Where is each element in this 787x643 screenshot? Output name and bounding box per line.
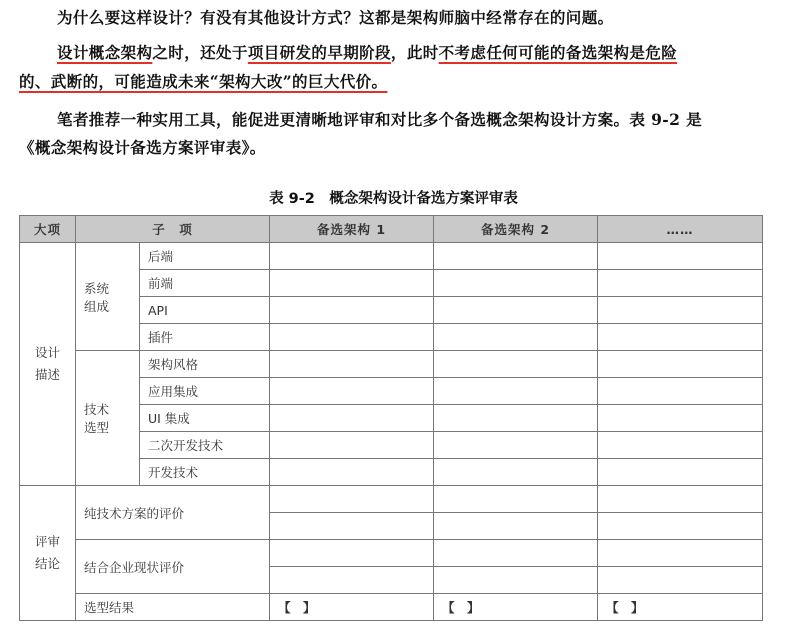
header-alt2: 备选架构 2 bbox=[434, 216, 598, 243]
sub-item: 后端 bbox=[140, 243, 270, 270]
sub-item: 开发技术 bbox=[140, 459, 270, 486]
cell-alt1 bbox=[270, 486, 434, 513]
text-fragment: ，此时 bbox=[390, 43, 439, 62]
table-caption: 表 9-2 概念架构设计备选方案评审表 bbox=[269, 191, 518, 207]
paragraph-concept-line1 bbox=[57, 41, 677, 63]
cell-alt2 bbox=[434, 297, 598, 324]
paragraph-recommend-line1: 笔者推荐一种实用工具，能促进更清晰地评审和对比多个备选概念架构设计方案。表 9-2 是 bbox=[57, 110, 702, 129]
header-more: …… bbox=[598, 216, 763, 243]
cell-more bbox=[598, 513, 763, 540]
cell-alt1 bbox=[270, 351, 434, 378]
cell-more bbox=[598, 486, 763, 513]
header-sub: 子 项 bbox=[76, 216, 270, 243]
cell-more bbox=[598, 378, 763, 405]
table-row bbox=[20, 486, 763, 513]
label-line: 选型 bbox=[84, 420, 110, 435]
cell-more bbox=[598, 243, 763, 270]
label-line: 系统 bbox=[84, 280, 110, 296]
table-row bbox=[20, 243, 763, 270]
underline-risk-warning-cont: 的、武断的，可能造成未来“架构大改”的巨大代价。 bbox=[19, 72, 388, 91]
paragraph-recommend-line2: 《概念架构设计备选方案评审表》。 bbox=[19, 138, 266, 157]
selection-result-more: 【 】 bbox=[598, 594, 763, 621]
table-row bbox=[20, 594, 763, 621]
cell-alt2 bbox=[434, 405, 598, 432]
cell-alt2 bbox=[434, 432, 598, 459]
sub-item: 前端 bbox=[140, 270, 270, 297]
cell-more bbox=[598, 459, 763, 486]
cell-more bbox=[598, 540, 763, 567]
selection-result-label: 选型结果 bbox=[76, 594, 270, 621]
cell-alt1 bbox=[270, 297, 434, 324]
cell-alt2 bbox=[434, 513, 598, 540]
cell-alt1 bbox=[270, 378, 434, 405]
enterprise-eval-label: 结合企业现状评价 bbox=[76, 540, 270, 594]
cell-alt1 bbox=[270, 270, 434, 297]
cell-alt2 bbox=[434, 270, 598, 297]
label-line: 设计 bbox=[34, 345, 60, 360]
cell-alt2 bbox=[434, 378, 598, 405]
cell-more bbox=[598, 432, 763, 459]
selection-result-alt2: 【 】 bbox=[434, 594, 598, 621]
table-header-row bbox=[20, 216, 763, 243]
review-conclusion-label bbox=[20, 486, 76, 621]
tech-selection-label bbox=[76, 351, 140, 486]
label-line: 评审 bbox=[34, 534, 60, 549]
cell-more bbox=[598, 351, 763, 378]
sub-item: 插件 bbox=[140, 324, 270, 351]
cell-alt1 bbox=[270, 243, 434, 270]
table-row bbox=[20, 351, 763, 378]
sub-item: API bbox=[140, 297, 270, 324]
sub-item: 架构风格 bbox=[140, 351, 270, 378]
cell-alt2 bbox=[434, 567, 598, 594]
cell-alt1 bbox=[270, 513, 434, 540]
cell-alt1 bbox=[270, 324, 434, 351]
cell-more bbox=[598, 297, 763, 324]
paragraph-intro-question: 为什么要这样设计？有没有其他设计方式？这都是架构师脑中经常存在的问题。 bbox=[57, 8, 614, 27]
cell-more bbox=[598, 270, 763, 297]
cell-alt1 bbox=[270, 567, 434, 594]
table-row bbox=[20, 540, 763, 567]
cell-more bbox=[598, 405, 763, 432]
system-composition-label bbox=[76, 243, 140, 351]
paragraph-concept-line2 bbox=[19, 70, 387, 92]
cell-alt1 bbox=[270, 432, 434, 459]
cell-alt2 bbox=[434, 459, 598, 486]
label-line: 技术 bbox=[84, 402, 110, 417]
pure-tech-eval-label: 纯技术方案的评价 bbox=[76, 486, 270, 540]
underline-early-stage: 项目研发的早期阶段 bbox=[247, 43, 391, 62]
cell-alt2 bbox=[434, 540, 598, 567]
label-line: 组成 bbox=[84, 298, 110, 314]
sub-item: 应用集成 bbox=[140, 378, 270, 405]
cell-alt2 bbox=[434, 243, 598, 270]
cell-more bbox=[598, 324, 763, 351]
design-description-label bbox=[20, 243, 76, 486]
sub-item: UI 集成 bbox=[140, 405, 270, 432]
cell-alt2 bbox=[434, 351, 598, 378]
cell-alt1 bbox=[270, 540, 434, 567]
cell-alt1 bbox=[270, 405, 434, 432]
underline-concept-architecture: 设计概念架构 bbox=[57, 43, 153, 62]
cell-alt2 bbox=[434, 486, 598, 513]
label-line: 描述 bbox=[34, 367, 60, 382]
label-line: 结论 bbox=[34, 556, 60, 571]
cell-alt2 bbox=[434, 324, 598, 351]
cell-more bbox=[598, 567, 763, 594]
text-fragment: 之时，还处于 bbox=[152, 43, 248, 62]
review-table bbox=[19, 215, 763, 621]
header-major: 大项 bbox=[20, 216, 76, 243]
underline-risk-warning: 不考虑任何可能的备选架构是危险 bbox=[438, 43, 678, 62]
header-alt1: 备选架构 1 bbox=[270, 216, 434, 243]
cell-alt1 bbox=[270, 459, 434, 486]
sub-item: 二次开发技术 bbox=[140, 432, 270, 459]
selection-result-alt1: 【 】 bbox=[270, 594, 434, 621]
